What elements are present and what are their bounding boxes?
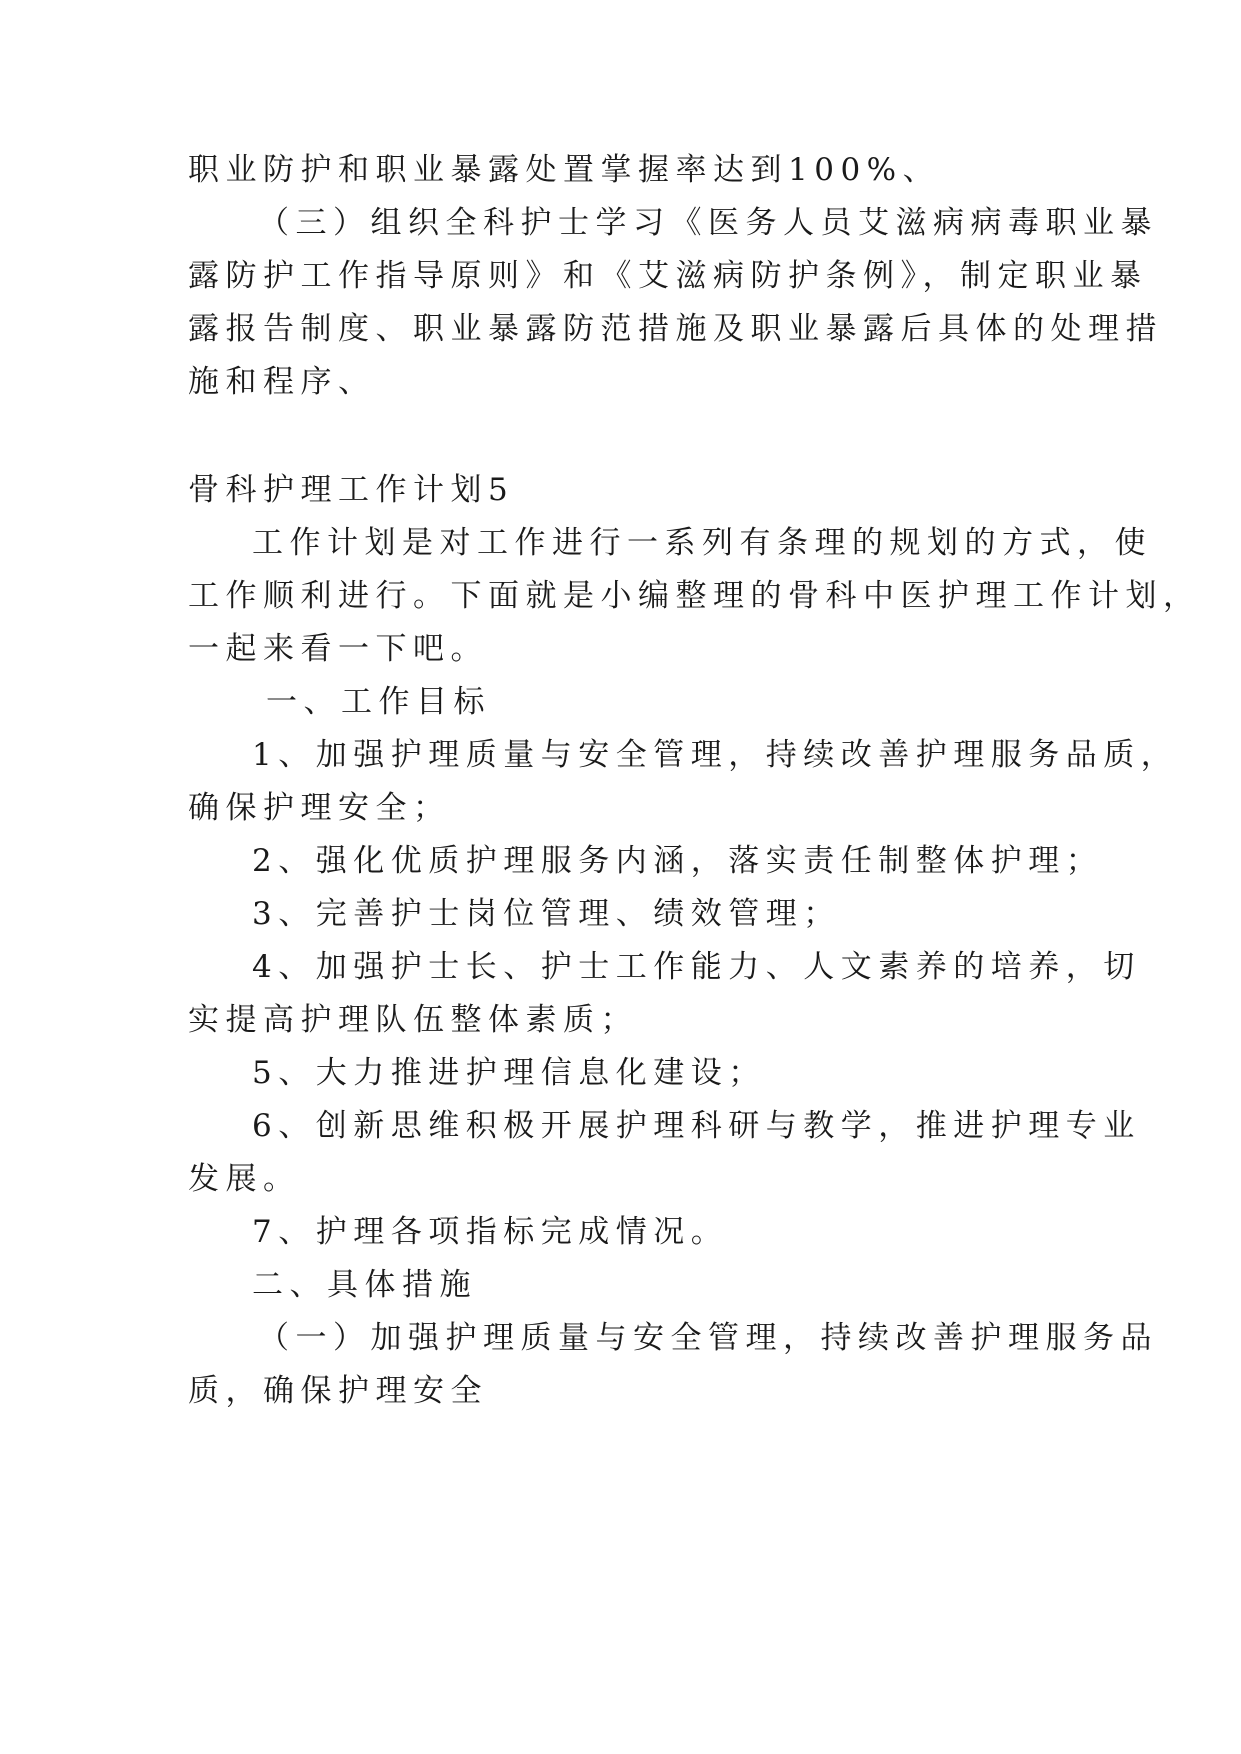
text-line: 确保护理安全；	[188, 790, 451, 826]
text-line: 3、完善护士岗位管理、绩效管理；	[252, 896, 841, 932]
text-line: 露报告制度、职业暴露防范措施及职业暴露后具体的处理措	[188, 311, 1163, 347]
text-line: 2、强化优质护理服务内涵，落实责任制整体护理；	[252, 843, 1104, 879]
text-line: 5、大力推进护理信息化建设；	[252, 1055, 766, 1091]
text-line: 职业防护和职业暴露处置掌握率达到100%、	[188, 152, 941, 188]
text-line: 发展。	[188, 1161, 301, 1197]
text-line: 7、护理各项指标完成情况。	[252, 1214, 729, 1250]
subheading: 一、工作目标	[266, 684, 491, 720]
text-line: 一起来看一下吧。	[188, 631, 488, 667]
section-title: 骨科护理工作计划5	[188, 472, 515, 508]
text-line: （一）加强护理质量与安全管理，持续改善护理服务品	[258, 1320, 1158, 1356]
text-line: 工作计划是对工作进行一系列有条理的规划的方式，使	[252, 525, 1152, 561]
text-line: 实提高护理队伍整体素质；	[188, 1002, 638, 1038]
text-line: 露防护工作指导原则》和《艾滋病防护条例》，制定职业暴	[188, 258, 1148, 294]
text-line: 施和程序、	[188, 364, 376, 400]
text-line: 工作顺利进行。下面就是小编整理的骨科中医护理工作计划，	[188, 578, 1201, 614]
text-line: 质，确保护理安全	[188, 1373, 488, 1409]
subheading: 二、具体措施	[252, 1267, 477, 1303]
text-line: （三）组织全科护士学习《医务人员艾滋病病毒职业暴	[258, 205, 1158, 241]
text-line: 6、创新思维积极开展护理科研与教学，推进护理专业	[252, 1108, 1141, 1144]
text-line: 1、加强护理质量与安全管理，持续改善护理服务品质，	[252, 737, 1179, 773]
text-line: 4、加强护士长、护士工作能力、人文素养的培养，切	[252, 949, 1141, 985]
